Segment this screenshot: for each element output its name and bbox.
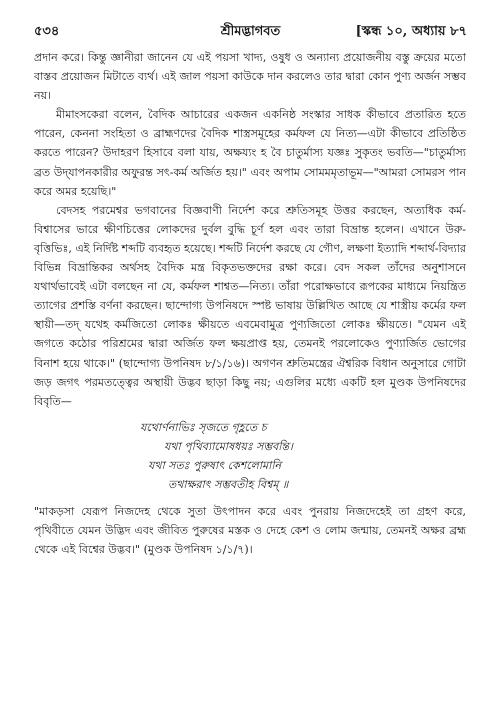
verse-line: তথাক্ষরাৎ সম্ভবতীহ বিশ্বম্ ॥ (168, 477, 289, 491)
verse-line: যথোর্ণনাভিঃ সৃজতে গৃহ্ণতে চ (140, 420, 267, 434)
verse-translation: "মাকড়সা যেরূপ নিজদেহ থেকে সুতা উৎপাদন করে এবং পুনরায় নিজদেহেই তা গ্রহণ করে, পৃথিবীতে যেমন উদ্ভিদ এবং জীবিত পুরুষের মস্তক ও দেহে কেশ ও লোম জন্মায়, তেমনই অক্ষর ব্রহ্ম থেকে এই বিশ্বের উদ্ভব।" (মুণ্ডক উপনিষদ ১/১/৭)। (34, 504, 466, 556)
book-title: শ্রীমদ্ভাগবত (220, 24, 281, 39)
paragraph-1: প্রদান করে। কিন্তু জ্ঞানীরা জানেন যে এই পয়সা খাদ্য, ওষুধ ও অন্যান্য প্রয়োজনীয় বস্তু ক্রয়ের মতো বাস্তব প্রয়োজন মিটাতে ব্যর্থ। এই জাল পয়সা কাউকে দান করলেও তার দ্বারা কোন পুণ্য অর্জন সম্ভব নয়। (34, 51, 466, 103)
chapter-reference: [স্কন্ধ ১০, অধ্যায় ৮৭ (355, 24, 467, 39)
sanskrit-verse (34, 418, 466, 494)
verse-line: যথা সতঃ পুরুষাৎ কেশলোমানি (148, 458, 282, 472)
paragraph-2: মীমাংসকেরা বলেন, বৈদিক আচারের একজন একনিষ্ঠ সংস্কার সাধক কীভাবে প্রতারিত হতে পারেন, কেননা সংহিতা ও ব্রাহ্মণদের বৈদিক শাস্ত্রসমূহের কর্মফল যে নিত্য—এটা কীভাবে প্রতিষ্ঠিত করতে পারেন? উদাহরণ হিসাবে বলা যায়, অক্ষয্যং হ বৈ চাতুর্মাস্য যজ্ঞঃ সুকৃতং ভবতি—"চাতুর্মাস্য ব্রত উদ্‌যাপনকারীর অফুরন্ত সৎ-কর্ম অর্জিত হয়।" এবং অপাম সোমমমৃতাভূম—"আমরা সোমরস পান করে অমর হয়েছি।" (34, 108, 466, 198)
verse-line: যথা পৃথিব্যামোষধয়ঃ সম্ভবন্তি। (164, 439, 293, 453)
page-header (34, 22, 467, 42)
page-number: ৫৩৪ (34, 24, 60, 39)
page-body (34, 48, 466, 559)
paragraph-3: বেদসহ পরমেশ্বর ভগবানের বিজ্ঞবাণী নির্দেশ করে শ্রুতিসমূহ উত্তর করছেন, অত্যধিক কর্ম-বিশ্বাসের ভারে ক্ষীণচিত্তের লোকদের দুর্বল বুদ্ধি চূর্ণ হল এবং তারা বিভ্রান্ত হলেন। এখানে উরু-বৃত্তিভিঃ, এই নির্দিষ্ট শব্দটি ব্যবহৃত হয়েছে। শব্দটি নির্দেশ করছে যে গৌণ, লক্ষণা ইত্যাদি শব্দার্থ-বিদ্যার বিভিন্ন বিভ্রান্তিকর অর্থসহ বৈদিক মন্ত্র বিকৃতভক্তদের রক্ষা করে। বেদ সকল তাঁদের অনুশাসনে যথার্থভাবেই এটা বলছেন না যে, কর্মফল শাশ্বত—নিত্য। তাঁরা পরোক্ষভাবে রূপকের মাধ্যমে নিয়ন্ত্রিত ত্যাগের প্রশস্তি বর্ণনা করছেন। ছান্দোগ্য উপনিষদে স্পষ্ট ভাষায় উল্লিখিত আছে যে শাস্ত্রীয় কর্মের ফল স্থায়ী—তদ্ যথেহ কর্মজিতো লোকঃ ক্ষীয়তে এবমেবামুত্র পুণ্যজিতো লোকঃ ক্ষীয়তে। "যেমন এই জগতে কঠোর পরিশ্রমের দ্বারা অর্জিত ফল ক্ষয়প্রাপ্ত হয়, তেমনই পরলোকেও পুণ্যার্জিত ভোগের বিনাশ হয়ে থাকে।" (ছান্দোগ্য উপনিষদ ৮/১/১৬)। অগণন শ্রুতিমন্ত্রের ঐশ্বরিক বিধান অনুসারে গোটা জড় জগৎ পরমতত্ত্বের অস্থায়ী উদ্ভব ছাড়া কিছু নয়; এগুলির মধ্যে একটি হল মুণ্ডক উপনিষদের বিবৃতি— (34, 203, 466, 408)
